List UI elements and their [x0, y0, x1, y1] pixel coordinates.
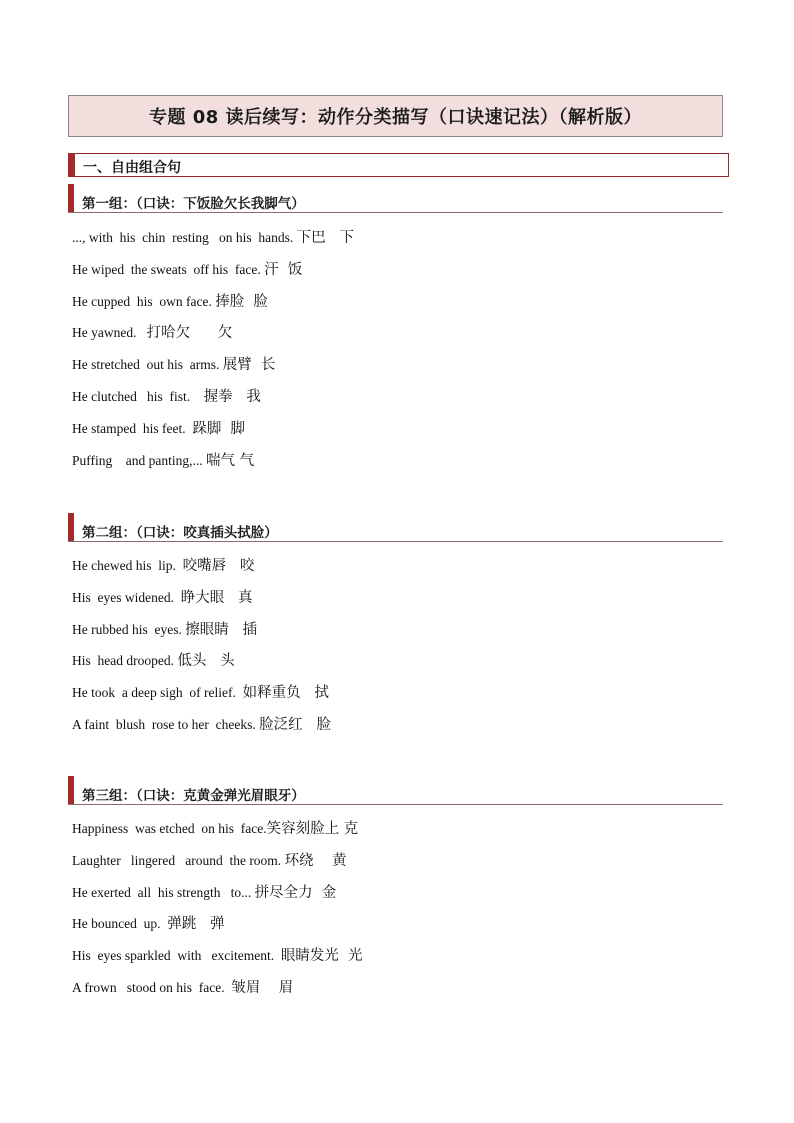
- chinese-gloss: 睁大眼 真: [180, 589, 253, 606]
- phrase-line: [68, 614, 723, 646]
- phrase-list: [68, 222, 723, 476]
- chinese-gloss: 弹跳 弹: [167, 916, 225, 933]
- phrase-line: [68, 317, 723, 349]
- phrase-line: [68, 845, 723, 877]
- english-phrase: A frown stood on his face.: [72, 979, 232, 995]
- phrase-line: [68, 381, 723, 413]
- chinese-gloss: 眼睛发光 光: [280, 948, 363, 965]
- section-heading-box: [68, 153, 729, 177]
- phrase-line: [68, 813, 723, 845]
- group-heading: 第一组：（口诀：下饭脸欠长我脚气）: [82, 196, 305, 212]
- english-phrase: His head drooped.: [72, 653, 178, 669]
- chinese-gloss: 咬嘴唇 咬: [182, 558, 255, 574]
- phrase-line: [68, 645, 723, 677]
- chinese-gloss: 擦眼睛 插: [185, 621, 258, 638]
- chinese-gloss: 汗 饭: [264, 261, 303, 278]
- chinese-gloss: 拼尽全力 金: [254, 884, 337, 901]
- chinese-gloss: 下巴 下: [296, 230, 354, 246]
- group-3: [68, 776, 723, 1004]
- phrase-line: [68, 254, 723, 286]
- chinese-gloss: 展臂 长: [222, 357, 276, 374]
- english-phrase: He rubbed his eyes.: [72, 621, 186, 637]
- chinese-gloss: 低头 头: [177, 653, 235, 670]
- chinese-gloss: 打哈欠 欠: [146, 325, 233, 342]
- phrase-line: [68, 709, 723, 741]
- english-phrase: He stretched out his arms.: [72, 357, 223, 373]
- chinese-gloss: 如释重负 拭: [242, 685, 329, 702]
- phrase-line: [68, 908, 723, 940]
- section-accent-bar: [69, 154, 75, 176]
- english-phrase: Happiness was etched on his face.: [72, 821, 267, 836]
- group-heading-box: [68, 776, 723, 805]
- phrase-line: [68, 286, 723, 318]
- chinese-gloss: 笑容刻脸上 克: [266, 821, 359, 837]
- chinese-gloss: 跺脚 脚: [192, 420, 246, 437]
- english-phrase: A faint blush rose to her cheeks.: [72, 716, 260, 732]
- page-title-box: [68, 95, 723, 137]
- english-phrase: Puffing and panting,...: [72, 452, 206, 468]
- group-heading: 第三组：（口诀：克黄金弹光眉眼牙）: [82, 788, 305, 804]
- section-heading: 一、自由组合句: [83, 160, 181, 176]
- group-heading: 第二组：（口诀：咬真插头拭脸）: [82, 525, 278, 541]
- english-phrase: He cupped his own face.: [72, 293, 216, 309]
- phrase-line: [68, 222, 723, 254]
- phrase-line: [68, 445, 723, 477]
- phrase-line: [68, 413, 723, 445]
- group-accent-bar: [68, 513, 74, 541]
- chinese-gloss: 喘气 气: [206, 452, 255, 469]
- english-phrase: He bounced up.: [72, 916, 168, 932]
- chinese-gloss: 握拳 我: [203, 388, 261, 405]
- group-accent-bar: [68, 184, 74, 212]
- page-title: 专题 08 读后续写：动作分类描写（口诀速记法）（解析版）: [148, 107, 643, 128]
- phrase-line: [68, 677, 723, 709]
- chinese-gloss: 捧脸 脸: [215, 293, 268, 310]
- chinese-gloss: 环绕 黄: [284, 852, 347, 869]
- group-heading-box: [68, 513, 723, 542]
- group-2: [68, 513, 723, 741]
- english-phrase: He took a deep sigh of relief.: [72, 685, 243, 701]
- english-phrase: He chewed his lip.: [72, 558, 183, 573]
- group-accent-bar: [68, 776, 74, 804]
- english-phrase: He wiped the sweats off his face.: [72, 261, 265, 277]
- phrase-line: [68, 582, 723, 614]
- phrase-list: [68, 550, 723, 741]
- phrase-line: [68, 940, 723, 972]
- group-heading-box: [68, 184, 723, 213]
- english-phrase: His eyes sparkled with excitement.: [72, 948, 281, 964]
- english-phrase: He clutched his fist.: [72, 388, 204, 404]
- english-phrase: His eyes widened.: [72, 589, 181, 605]
- phrase-line: [68, 550, 723, 582]
- english-phrase: He stamped his feet.: [72, 420, 193, 436]
- chinese-gloss: 脸泛红 脸: [259, 716, 331, 733]
- phrase-line: [68, 972, 723, 1004]
- phrase-line: [68, 349, 723, 381]
- chinese-gloss: 皱眉 眉: [231, 979, 294, 996]
- english-phrase: Laughter lingered around the room.: [72, 852, 285, 868]
- english-phrase: ..., with his chin resting on his hands.: [72, 230, 297, 245]
- english-phrase: He yawned.: [72, 325, 147, 341]
- group-1: [68, 184, 723, 476]
- phrase-list: [68, 813, 723, 1004]
- phrase-line: [68, 877, 723, 909]
- english-phrase: He exerted all his strength to...: [72, 884, 255, 900]
